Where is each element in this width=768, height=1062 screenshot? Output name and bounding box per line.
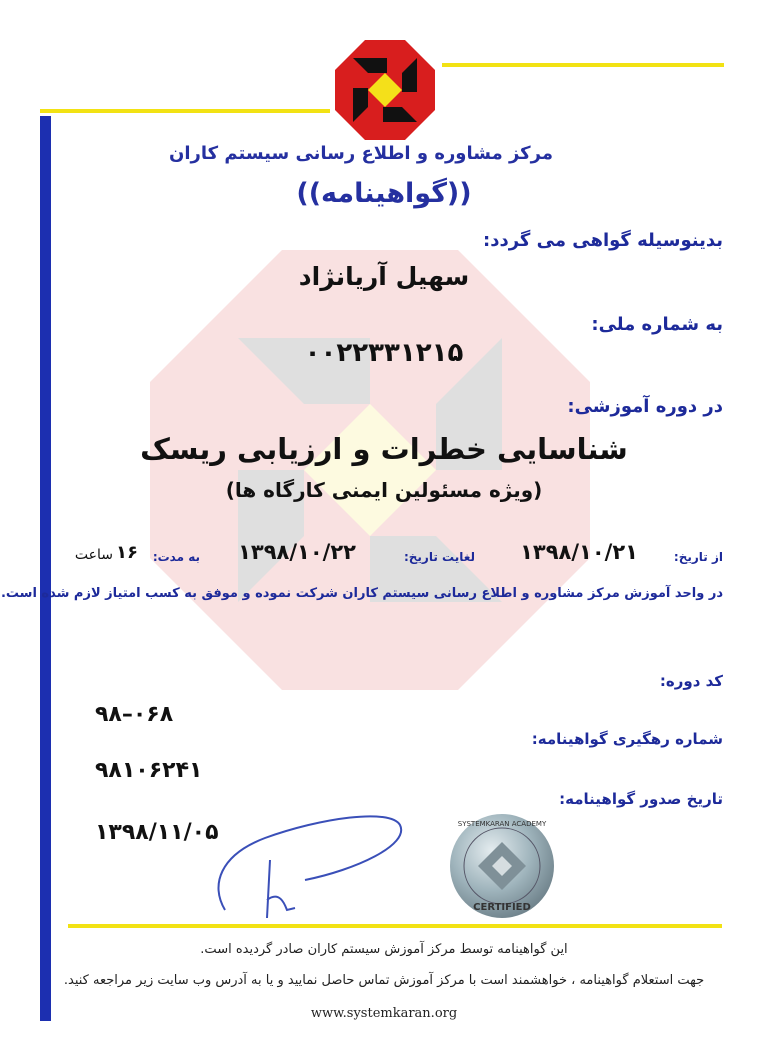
top-divider-left: [40, 109, 330, 113]
course-title: شناسایی خطرات و ارزیابی ریسک: [140, 432, 628, 466]
seal-text-top: SYSTEMKARAN ACADEMY: [457, 820, 547, 828]
duration-unit: ساعت: [74, 547, 113, 563]
certificate-title: ((گواهینامه)): [296, 178, 472, 209]
left-blue-bar: [40, 116, 51, 1021]
tracking-number-value: ۹۸۱۰۶۲۴۱: [95, 758, 203, 783]
to-date-label: لغایت تاریخ:: [403, 550, 475, 564]
watermark-logo: [150, 250, 590, 690]
intro-label: بدینوسیله گواهی می گردد:: [483, 230, 723, 251]
duration-value: ۱۶: [116, 542, 138, 563]
from-date-value: ۱۳۹۸/۱۰/۲۱: [520, 540, 638, 564]
duration-label: به مدت:: [152, 550, 200, 564]
website-link[interactable]: www.systemkaran.org: [310, 1006, 458, 1021]
completion-statement: در واحد آموزش مرکز مشاوره و اطلاع رسانی سیستم کاران شرکت نموده و موفق به کسب امتیاز لازم شده است.: [0, 586, 723, 601]
course-code-value: ۹۸–۰۶۸: [95, 702, 174, 727]
to-date-value: ۱۳۹۸/۱۰/۲۲: [238, 540, 356, 564]
footer-issue-note: این گواهینامه توسط مرکز آموزش سیستم کاران صادر گردیده است.: [200, 942, 568, 957]
tracking-number-label: شماره رهگیری گواهینامه:: [531, 730, 723, 748]
organization-name: مرکز مشاوره و اطلاع رسانی سیستم کاران: [168, 143, 553, 164]
top-divider-right: [442, 63, 724, 67]
national-id-value: ۰۰۲۲۳۳۱۲۱۵: [304, 338, 464, 368]
footer-inquiry-note: جهت استعلام گواهینامه ، خواهشمند است با مرکز آموزش تماس حاصل نمایید و یا به آدرس وب سایت زیر مراجعه کنید.: [63, 973, 705, 988]
company-logo: [335, 40, 435, 140]
issue-date-label: تاریخ صدور گواهینامه:: [559, 790, 723, 808]
signature: [185, 800, 420, 930]
recipient-name: سهیل آریانژاد: [298, 262, 470, 291]
bottom-divider: [68, 924, 722, 928]
academy-seal: [448, 812, 556, 920]
issue-date-value: ۱۳۹۸/۱۱/۰۵: [95, 820, 219, 845]
course-label: در دوره آموزشی:: [567, 396, 723, 417]
national-id-label: به شماره ملی:: [591, 314, 723, 335]
seal-text-bottom: CERTIFIED: [473, 902, 531, 913]
course-subtitle: (ویژه مسئولین ایمنی کارگاه ها): [225, 478, 543, 502]
from-date-label: از تاریخ:: [673, 550, 723, 564]
course-code-label: کد دوره:: [659, 672, 723, 690]
